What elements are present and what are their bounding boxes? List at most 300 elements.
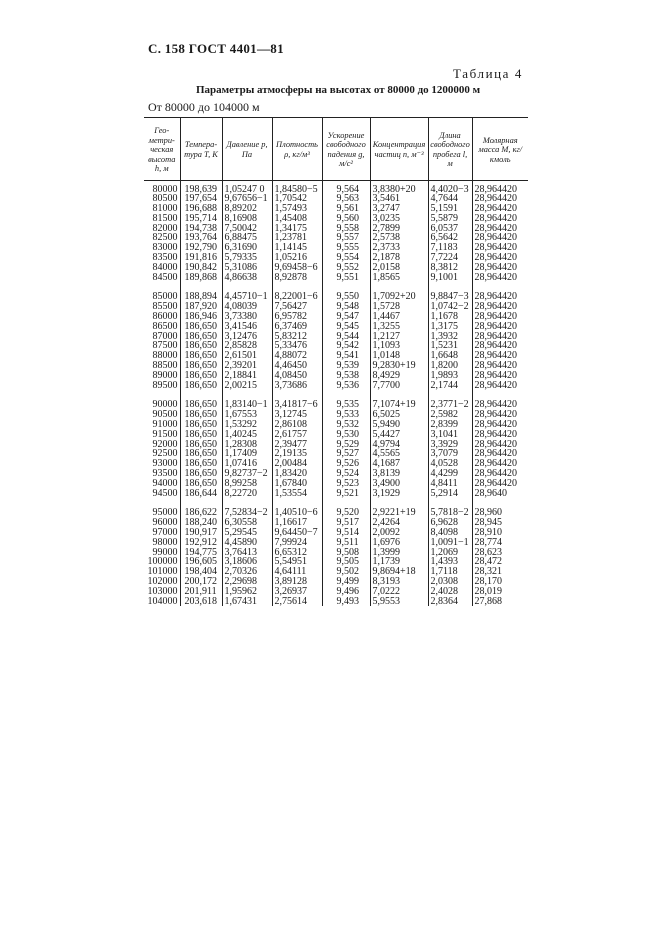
cell-altitude: 88000 bbox=[152, 350, 178, 362]
cell-density: 4,64111 bbox=[272, 567, 322, 577]
cell-mean-free-path: 2,4028 bbox=[428, 587, 472, 597]
cell-temperature: 192,790 bbox=[180, 243, 222, 253]
cell-temperature: 186,650 bbox=[180, 440, 222, 450]
cell-mean-free-path: 1,0091−1 bbox=[428, 538, 472, 548]
cell-pressure: 2,85828 bbox=[222, 341, 272, 351]
cell-molar-mass: 28,964420 bbox=[472, 351, 528, 361]
cell-altitude: 80500 bbox=[152, 193, 178, 205]
cell-pressure: 4,86638 bbox=[222, 273, 272, 283]
cell-pressure: 2,61501 bbox=[222, 351, 272, 361]
cell-temperature: 201,911 bbox=[180, 587, 222, 597]
cell-gravity: 9,560 bbox=[322, 214, 370, 224]
column-header-mean-free-path: Длина свободного пробега l, м bbox=[428, 118, 472, 180]
cell-mean-free-path: 1,4393 bbox=[428, 557, 472, 567]
cell-temperature: 186,650 bbox=[180, 410, 222, 420]
cell-mean-free-path: 4,0528 bbox=[428, 459, 472, 469]
cell-gravity: 9,514 bbox=[322, 528, 370, 538]
cell-density: 4,88072 bbox=[272, 351, 322, 361]
cell-pressure: 1,28308 bbox=[222, 440, 272, 450]
cell-gravity: 9,511 bbox=[322, 538, 370, 548]
cell-mean-free-path: 9,8847−3 bbox=[428, 292, 472, 302]
cell-altitude: 81500 bbox=[152, 212, 178, 224]
cell-gravity: 9,561 bbox=[322, 204, 370, 214]
cell-molar-mass: 28,964420 bbox=[472, 371, 528, 381]
cell-pressure: 8,99258 bbox=[222, 479, 272, 489]
cell-gravity: 9,554 bbox=[322, 253, 370, 263]
cell-molar-mass: 28,964420 bbox=[472, 420, 528, 430]
atmosphere-table bbox=[144, 117, 528, 606]
cell-gravity: 9,527 bbox=[322, 449, 370, 459]
cell-concentration: 3,4900 bbox=[370, 479, 428, 489]
cell-temperature: 186,650 bbox=[180, 351, 222, 361]
cell-density: 2,19135 bbox=[272, 449, 322, 459]
cell-mean-free-path: 8,4098 bbox=[428, 528, 472, 538]
cell-mean-free-path: 3,7079 bbox=[428, 449, 472, 459]
cell-temperature: 200,172 bbox=[180, 577, 222, 587]
cell-concentration: 1,3255 bbox=[370, 322, 428, 332]
cell-molar-mass: 28,321 bbox=[472, 567, 528, 577]
cell-concentration: 1,8565 bbox=[370, 273, 428, 283]
cell-pressure: 6,88475 bbox=[222, 233, 272, 243]
cell-gravity: 9,493 bbox=[322, 597, 370, 607]
cell-concentration: 9,2830+19 bbox=[370, 361, 428, 371]
cell-altitude: 87000 bbox=[152, 330, 178, 342]
column-header-concentration: Концентрация частиц n, м⁻³ bbox=[370, 118, 428, 180]
cell-molar-mass: 28,964420 bbox=[472, 410, 528, 420]
cell-concentration: 1,5728 bbox=[370, 302, 428, 312]
cell-temperature: 196,605 bbox=[180, 557, 222, 567]
cell-concentration: 4,5565 bbox=[370, 449, 428, 459]
cell-concentration: 5,4427 bbox=[370, 430, 428, 440]
cell-temperature: 186,622 bbox=[180, 508, 222, 518]
cell-concentration: 1,3999 bbox=[370, 548, 428, 558]
cell-temperature: 193,764 bbox=[180, 233, 222, 243]
cell-gravity: 9,558 bbox=[322, 224, 370, 234]
cell-mean-free-path: 4,4299 bbox=[428, 469, 472, 479]
cell-altitude: 98000 bbox=[152, 536, 178, 548]
cell-altitude: 83500 bbox=[152, 252, 178, 264]
cell-density: 4,08450 bbox=[272, 371, 322, 381]
cell-altitude: 100000 bbox=[147, 556, 178, 568]
cell-temperature: 186,650 bbox=[180, 322, 222, 332]
cell-mean-free-path: 2,8364 bbox=[428, 597, 472, 607]
cell-altitude: 104000 bbox=[147, 595, 178, 607]
cell-concentration: 2,4264 bbox=[370, 518, 428, 528]
cell-altitude: 94500 bbox=[152, 487, 178, 499]
cell-altitude: 97000 bbox=[152, 527, 178, 538]
cell-density: 9,64450−7 bbox=[272, 528, 322, 538]
cell-altitude: 89000 bbox=[152, 369, 178, 381]
cell-concentration: 2,9221+19 bbox=[370, 508, 428, 518]
cell-altitude: 82500 bbox=[152, 232, 178, 244]
cell-pressure: 3,73380 bbox=[222, 312, 272, 322]
cell-concentration: 2,1878 bbox=[370, 253, 428, 263]
cell-temperature: 196,688 bbox=[180, 204, 222, 214]
cell-gravity: 9,502 bbox=[322, 567, 370, 577]
cell-altitude: 90000 bbox=[152, 399, 178, 411]
cell-gravity: 9,532 bbox=[322, 420, 370, 430]
cell-concentration: 3,8139 bbox=[370, 469, 428, 479]
cell-gravity: 9,544 bbox=[322, 332, 370, 342]
cell-density: 7,99924 bbox=[272, 538, 322, 548]
cell-mean-free-path: 2,5982 bbox=[428, 410, 472, 420]
cell-concentration: 3,8380+20 bbox=[370, 180, 428, 194]
cell-gravity: 9,523 bbox=[322, 479, 370, 489]
cell-mean-free-path: 1,7118 bbox=[428, 567, 472, 577]
column-header-density: Плотность ρ, кг/м³ bbox=[272, 118, 322, 180]
cell-altitude: 80000 bbox=[152, 183, 178, 195]
cell-temperature: 186,644 bbox=[180, 489, 222, 499]
cell-molar-mass: 28,945 bbox=[472, 518, 528, 528]
cell-pressure: 9,82737−2 bbox=[222, 469, 272, 479]
cell-pressure: 6,30558 bbox=[222, 518, 272, 528]
cell-mean-free-path: 5,5879 bbox=[428, 214, 472, 224]
page-header: С. 158 ГОСТ 4401—81 bbox=[148, 41, 284, 56]
column-header-temperature: Темпера-тура T, К bbox=[180, 118, 222, 180]
cell-density: 1,67840 bbox=[272, 479, 322, 489]
cell-molar-mass: 28,964420 bbox=[472, 214, 528, 224]
cell-altitude: 90500 bbox=[152, 409, 178, 421]
cell-temperature: 186,650 bbox=[180, 371, 222, 381]
cell-gravity: 9,564 bbox=[322, 180, 370, 194]
cell-molar-mass: 28,964420 bbox=[472, 381, 528, 391]
cell-molar-mass: 28,472 bbox=[472, 557, 528, 567]
cell-pressure: 7,50042 bbox=[222, 224, 272, 234]
cell-temperature: 186,650 bbox=[180, 459, 222, 469]
cell-concentration: 3,2747 bbox=[370, 204, 428, 214]
cell-mean-free-path: 9,1001 bbox=[428, 273, 472, 283]
cell-altitude: 91000 bbox=[152, 419, 178, 431]
cell-density: 1,45408 bbox=[272, 214, 322, 224]
cell-temperature: 188,894 bbox=[180, 292, 222, 302]
cell-molar-mass: 28,964420 bbox=[472, 400, 528, 410]
cell-temperature: 198,639 bbox=[180, 180, 222, 194]
cell-mean-free-path: 2,1744 bbox=[428, 381, 472, 391]
cell-temperature: 186,650 bbox=[180, 381, 222, 391]
cell-concentration: 3,1929 bbox=[370, 489, 428, 499]
cell-mean-free-path: 3,1041 bbox=[428, 430, 472, 440]
cell-altitude: 89500 bbox=[152, 379, 178, 391]
cell-gravity: 9,548 bbox=[322, 302, 370, 312]
cell-mean-free-path: 1,2069 bbox=[428, 548, 472, 558]
cell-pressure: 8,22720 bbox=[222, 489, 272, 499]
cell-temperature: 197,654 bbox=[180, 194, 222, 204]
cell-concentration: 1,1093 bbox=[370, 341, 428, 351]
cell-molar-mass: 28,964420 bbox=[472, 479, 528, 489]
cell-pressure: 1,67553 bbox=[222, 410, 272, 420]
cell-gravity: 9,524 bbox=[322, 469, 370, 479]
table-row bbox=[144, 597, 528, 607]
cell-density: 5,83212 bbox=[272, 332, 322, 342]
cell-pressure: 2,39201 bbox=[222, 361, 272, 371]
cell-molar-mass: 28,964420 bbox=[472, 322, 528, 332]
cell-density: 5,54951 bbox=[272, 557, 322, 567]
table-row bbox=[144, 489, 528, 499]
cell-temperature: 194,738 bbox=[180, 224, 222, 234]
cell-altitude: 84500 bbox=[152, 271, 178, 283]
cell-concentration: 7,1074+19 bbox=[370, 400, 428, 410]
cell-mean-free-path: 4,8411 bbox=[428, 479, 472, 489]
cell-density: 8,92878 bbox=[272, 273, 322, 283]
cell-pressure: 4,45710−1 bbox=[222, 292, 272, 302]
cell-concentration: 1,0148 bbox=[370, 351, 428, 361]
cell-mean-free-path: 2,0308 bbox=[428, 577, 472, 587]
cell-temperature: 186,650 bbox=[180, 430, 222, 440]
cell-density: 1,23781 bbox=[272, 233, 322, 243]
table-body bbox=[144, 180, 528, 606]
cell-mean-free-path: 1,1678 bbox=[428, 312, 472, 322]
cell-gravity: 9,551 bbox=[322, 273, 370, 283]
cell-molar-mass: 28,964420 bbox=[472, 273, 528, 283]
cell-temperature: 186,650 bbox=[180, 361, 222, 371]
cell-molar-mass: 28,623 bbox=[472, 548, 528, 558]
cell-mean-free-path: 1,5231 bbox=[428, 341, 472, 351]
cell-pressure: 4,08039 bbox=[222, 302, 272, 312]
cell-gravity: 9,545 bbox=[322, 322, 370, 332]
cell-mean-free-path: 4,4020−3 bbox=[428, 180, 472, 194]
cell-temperature: 188,240 bbox=[180, 518, 222, 528]
cell-concentration: 8,4929 bbox=[370, 371, 428, 381]
cell-altitude: 82000 bbox=[152, 222, 178, 234]
cell-pressure: 1,07416 bbox=[222, 459, 272, 469]
cell-altitude: 93000 bbox=[152, 458, 178, 470]
table-row bbox=[144, 381, 528, 391]
cell-molar-mass: 28,964420 bbox=[472, 361, 528, 371]
cell-density: 2,75614 bbox=[272, 597, 322, 607]
cell-pressure: 1,17409 bbox=[222, 449, 272, 459]
cell-concentration: 2,3733 bbox=[370, 243, 428, 253]
cell-gravity: 9,521 bbox=[322, 489, 370, 499]
cell-concentration: 1,7092+20 bbox=[370, 292, 428, 302]
cell-density: 2,39477 bbox=[272, 440, 322, 450]
cell-altitude: 85000 bbox=[152, 291, 178, 303]
cell-altitude: 91500 bbox=[152, 428, 178, 440]
cell-pressure: 3,18606 bbox=[222, 557, 272, 567]
column-header-gravity: Ускорение свободного падения g, м/с² bbox=[322, 118, 370, 180]
cell-temperature: 195,714 bbox=[180, 214, 222, 224]
cell-temperature: 191,816 bbox=[180, 253, 222, 263]
cell-mean-free-path: 1,3175 bbox=[428, 322, 472, 332]
cell-gravity: 9,539 bbox=[322, 361, 370, 371]
cell-density: 2,00484 bbox=[272, 459, 322, 469]
range-label: От 80000 до 104000 м bbox=[148, 100, 260, 114]
cell-gravity: 9,541 bbox=[322, 351, 370, 361]
cell-concentration: 2,7899 bbox=[370, 224, 428, 234]
cell-density: 6,95782 bbox=[272, 312, 322, 322]
cell-concentration: 1,1739 bbox=[370, 557, 428, 567]
cell-molar-mass: 28,964420 bbox=[472, 440, 528, 450]
cell-density: 1,83420 bbox=[272, 469, 322, 479]
cell-gravity: 9,520 bbox=[322, 508, 370, 518]
cell-gravity: 9,552 bbox=[322, 263, 370, 273]
cell-molar-mass: 28,964420 bbox=[472, 302, 528, 312]
cell-mean-free-path: 2,8399 bbox=[428, 420, 472, 430]
cell-temperature: 190,842 bbox=[180, 263, 222, 273]
cell-molar-mass: 28,964420 bbox=[472, 224, 528, 234]
table-header-row bbox=[144, 118, 528, 180]
cell-gravity: 9,517 bbox=[322, 518, 370, 528]
cell-mean-free-path: 1,8200 bbox=[428, 361, 472, 371]
cell-density: 1,05216 bbox=[272, 253, 322, 263]
cell-temperature: 194,775 bbox=[180, 548, 222, 558]
cell-pressure: 3,76413 bbox=[222, 548, 272, 558]
cell-altitude: 92000 bbox=[152, 438, 178, 450]
cell-gravity: 9,555 bbox=[322, 243, 370, 253]
cell-density: 1,57493 bbox=[272, 204, 322, 214]
cell-altitude: 96000 bbox=[152, 517, 178, 529]
cell-concentration: 2,0092 bbox=[370, 528, 428, 538]
cell-temperature: 190,917 bbox=[180, 528, 222, 538]
cell-gravity: 9,538 bbox=[322, 371, 370, 381]
cell-altitude: 87500 bbox=[152, 340, 178, 352]
cell-mean-free-path: 1,0742−2 bbox=[428, 302, 472, 312]
cell-gravity: 9,536 bbox=[322, 381, 370, 391]
cell-molar-mass: 28,964420 bbox=[472, 233, 528, 243]
cell-gravity: 9,557 bbox=[322, 233, 370, 243]
cell-concentration: 3,0235 bbox=[370, 214, 428, 224]
cell-concentration: 5,9553 bbox=[370, 597, 428, 607]
cell-molar-mass: 28,774 bbox=[472, 538, 528, 548]
cell-concentration: 2,0158 bbox=[370, 263, 428, 273]
cell-mean-free-path: 1,6648 bbox=[428, 351, 472, 361]
table-row bbox=[144, 180, 528, 194]
cell-molar-mass: 28,019 bbox=[472, 587, 528, 597]
cell-density: 2,61757 bbox=[272, 430, 322, 440]
cell-molar-mass: 28,964420 bbox=[472, 253, 528, 263]
cell-molar-mass: 27,868 bbox=[472, 597, 528, 607]
cell-molar-mass: 28,964420 bbox=[472, 180, 528, 194]
cell-mean-free-path: 5,7818−2 bbox=[428, 508, 472, 518]
cell-concentration: 7,7700 bbox=[370, 381, 428, 391]
cell-mean-free-path: 1,9893 bbox=[428, 371, 472, 381]
cell-gravity: 9,547 bbox=[322, 312, 370, 322]
cell-molar-mass: 28,964420 bbox=[472, 459, 528, 469]
cell-density: 1,40510−6 bbox=[272, 508, 322, 518]
cell-pressure: 2,18841 bbox=[222, 371, 272, 381]
cell-altitude: 85500 bbox=[152, 301, 178, 313]
cell-molar-mass: 28,964420 bbox=[472, 204, 528, 214]
cell-altitude: 94000 bbox=[152, 477, 178, 489]
cell-pressure: 5,79335 bbox=[222, 253, 272, 263]
cell-density: 8,22001−6 bbox=[272, 292, 322, 302]
table-title: Параметры атмосферы на высотах от 80000 до 1200000 м bbox=[196, 84, 481, 96]
cell-density: 1,14145 bbox=[272, 243, 322, 253]
cell-mean-free-path: 6,5642 bbox=[428, 233, 472, 243]
cell-molar-mass: 28,964420 bbox=[472, 312, 528, 322]
cell-temperature: 186,650 bbox=[180, 479, 222, 489]
cell-pressure: 4,45890 bbox=[222, 538, 272, 548]
cell-pressure: 3,12476 bbox=[222, 332, 272, 342]
cell-concentration: 5,9490 bbox=[370, 420, 428, 430]
cell-temperature: 186,650 bbox=[180, 449, 222, 459]
cell-altitude: 99000 bbox=[152, 546, 178, 558]
cell-temperature: 203,618 bbox=[180, 597, 222, 607]
cell-density: 6,65312 bbox=[272, 548, 322, 558]
cell-density: 3,73686 bbox=[272, 381, 322, 391]
cell-concentration: 9,8694+18 bbox=[370, 567, 428, 577]
cell-gravity: 9,533 bbox=[322, 410, 370, 420]
cell-density: 9,69458−6 bbox=[272, 263, 322, 273]
cell-concentration: 4,1687 bbox=[370, 459, 428, 469]
cell-altitude: 88500 bbox=[152, 360, 178, 372]
cell-altitude: 86000 bbox=[152, 311, 178, 323]
cell-temperature: 186,650 bbox=[180, 420, 222, 430]
cell-molar-mass: 28,964420 bbox=[472, 469, 528, 479]
cell-mean-free-path: 1,3932 bbox=[428, 332, 472, 342]
cell-density: 3,26937 bbox=[272, 587, 322, 597]
cell-gravity: 9,550 bbox=[322, 292, 370, 302]
cell-altitude: 92500 bbox=[152, 448, 178, 460]
cell-density: 2,86108 bbox=[272, 420, 322, 430]
cell-gravity: 9,530 bbox=[322, 430, 370, 440]
cell-pressure: 1,05247 0 bbox=[222, 180, 272, 194]
cell-pressure: 1,67431 bbox=[222, 597, 272, 607]
cell-concentration: 4,9794 bbox=[370, 440, 428, 450]
column-header-pressure: Давление p, Па bbox=[222, 118, 272, 180]
cell-pressure: 3,41546 bbox=[222, 322, 272, 332]
cell-mean-free-path: 7,1183 bbox=[428, 243, 472, 253]
cell-molar-mass: 28,170 bbox=[472, 577, 528, 587]
cell-mean-free-path: 5,1591 bbox=[428, 204, 472, 214]
cell-molar-mass: 28,964420 bbox=[472, 263, 528, 273]
cell-pressure: 8,89202 bbox=[222, 204, 272, 214]
cell-altitude: 81000 bbox=[152, 203, 178, 215]
cell-molar-mass: 28,964420 bbox=[472, 430, 528, 440]
cell-gravity: 9,499 bbox=[322, 577, 370, 587]
cell-density: 1,16617 bbox=[272, 518, 322, 528]
cell-density: 1,70542 bbox=[272, 194, 322, 204]
cell-mean-free-path: 3,3929 bbox=[428, 440, 472, 450]
cell-temperature: 198,404 bbox=[180, 567, 222, 577]
cell-pressure: 1,53292 bbox=[222, 420, 272, 430]
cell-density: 5,33476 bbox=[272, 341, 322, 351]
cell-mean-free-path: 4,7644 bbox=[428, 194, 472, 204]
cell-temperature: 187,920 bbox=[180, 302, 222, 312]
cell-altitude: 95000 bbox=[152, 507, 178, 519]
cell-temperature: 189,868 bbox=[180, 273, 222, 283]
cell-density: 6,37469 bbox=[272, 322, 322, 332]
column-header-altitude: Гео-метри-ческая высота h, м bbox=[144, 118, 180, 180]
cell-pressure: 2,00215 bbox=[222, 381, 272, 391]
cell-concentration: 1,6976 bbox=[370, 538, 428, 548]
cell-temperature: 186,650 bbox=[180, 332, 222, 342]
cell-pressure: 7,52834−2 bbox=[222, 508, 272, 518]
cell-concentration: 1,4467 bbox=[370, 312, 428, 322]
cell-pressure: 1,83140−1 bbox=[222, 400, 272, 410]
cell-molar-mass: 28,964420 bbox=[472, 341, 528, 351]
cell-molar-mass: 28,964420 bbox=[472, 332, 528, 342]
cell-density: 3,41817−6 bbox=[272, 400, 322, 410]
cell-density: 3,89128 bbox=[272, 577, 322, 587]
cell-pressure: 1,95962 bbox=[222, 587, 272, 597]
cell-temperature: 192,912 bbox=[180, 538, 222, 548]
cell-density: 3,12745 bbox=[272, 410, 322, 420]
cell-gravity: 9,535 bbox=[322, 400, 370, 410]
cell-concentration: 8,3193 bbox=[370, 577, 428, 587]
cell-gravity: 9,508 bbox=[322, 548, 370, 558]
table-row bbox=[144, 273, 528, 283]
cell-density: 4,46450 bbox=[272, 361, 322, 371]
cell-gravity: 9,563 bbox=[322, 194, 370, 204]
cell-temperature: 186,650 bbox=[180, 400, 222, 410]
cell-concentration: 1,2127 bbox=[370, 332, 428, 342]
cell-molar-mass: 28,960 bbox=[472, 508, 528, 518]
cell-gravity: 9,529 bbox=[322, 440, 370, 450]
cell-mean-free-path: 6,9628 bbox=[428, 518, 472, 528]
cell-altitude: 86500 bbox=[152, 320, 178, 332]
table-label: Таблица 4 bbox=[453, 66, 523, 81]
cell-density: 1,34175 bbox=[272, 224, 322, 234]
